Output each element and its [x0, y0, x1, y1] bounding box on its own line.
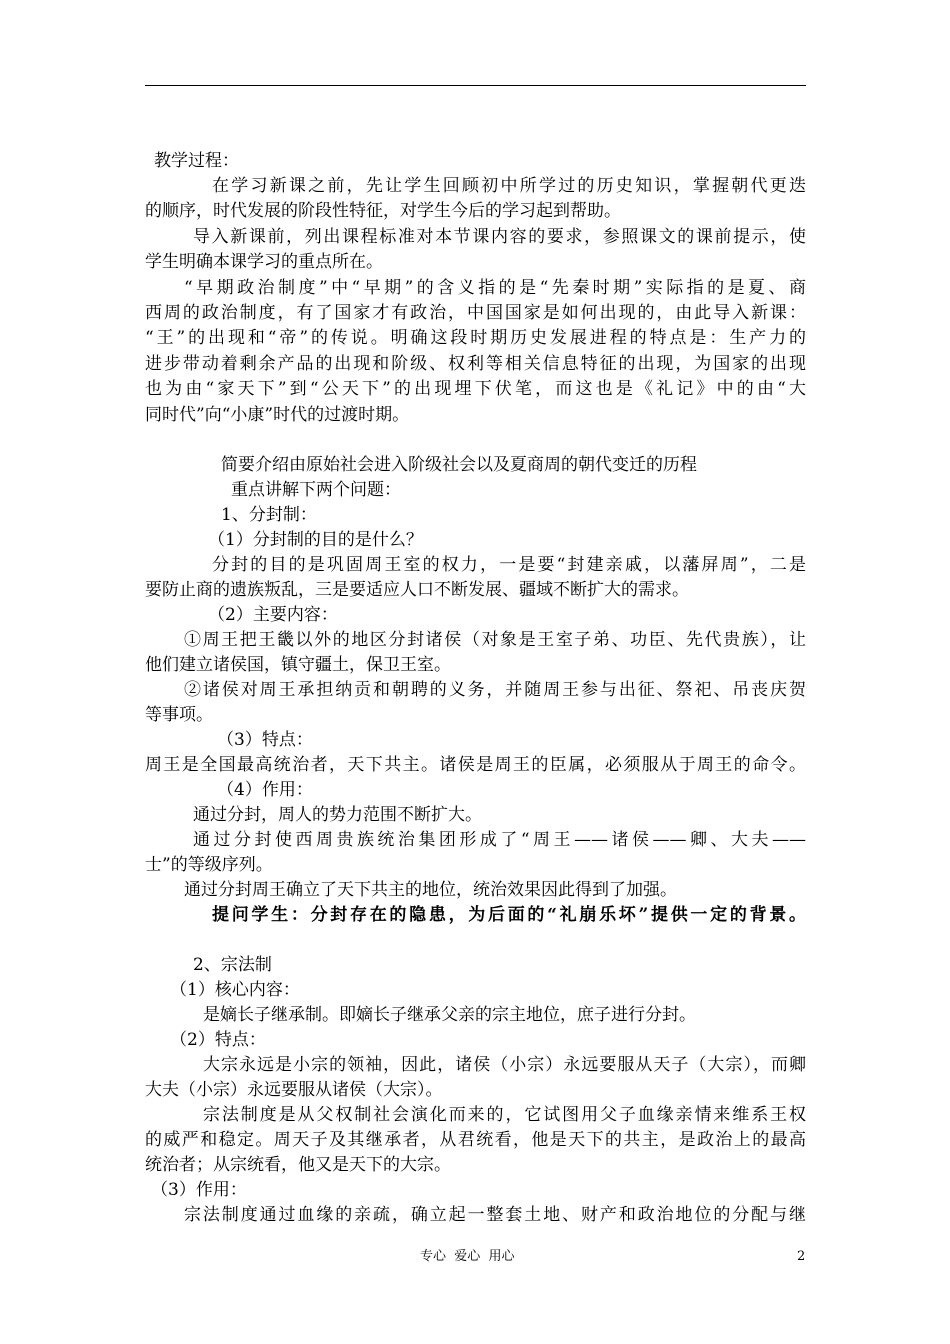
paragraph-line: 等事项。	[145, 705, 213, 725]
paragraph-line: 在学习新课之前，先让学生回顾初中所学过的历史知识，掌握朝代更迭	[212, 176, 806, 196]
paragraph-line: 简要介绍由原始社会进入阶级社会以及夏商周的朝代变迁的历程	[221, 455, 697, 475]
paragraph-line: 的顺序，时代发展的阶段性特征，对学生今后的学习起到帮助。	[145, 201, 621, 221]
section-heading: 教学过程：	[154, 151, 239, 171]
subsection-heading: （4）作用：	[217, 780, 313, 800]
paragraph-line: “王”的出现和“帝”的传说。明确这段时期历史发展进程的特点是：生产力的	[145, 328, 806, 348]
paragraph-line: 重点讲解下两个问题：	[231, 480, 401, 500]
paragraph-line: ②诸侯对周王承担纳贡和朝聘的义务，并随周王参与出征、祭祀、吊丧庆贺	[184, 680, 806, 700]
footer-motto: 专心 爱心 用心	[420, 1249, 515, 1264]
paragraph-line: ①周王把王畿以外的地区分封诸侯（对象是王室子弟、功臣、先代贵族），让	[184, 630, 806, 650]
subsection-heading: （3）作用：	[151, 1180, 247, 1200]
paragraph-line: 进步带动着剩余产品的出现和阶级、权利等相关信息特征的出现，为国家的出现	[145, 354, 806, 374]
paragraph-line: 西周的政治制度，有了国家才有政治，中国国家是如何出现的，由此导入新课：	[145, 303, 806, 323]
subsection-heading: （1）分封制的目的是什么？	[208, 530, 423, 550]
paragraph-line: 宗法制度是从父权制社会演化而来的，它试图用父子血缘亲情来维系王权	[203, 1105, 806, 1125]
subsection-heading: （3）特点：	[217, 730, 313, 750]
paragraph-line: 分封的目的是巩固周王室的权力，一是要“封建亲戚，以藩屏周”，二是	[212, 555, 806, 575]
paragraph-line: 大宗永远是小宗的领袖，因此，诸侯（小宗）永远要服从天子（大宗），而卿	[203, 1055, 806, 1075]
paragraph-line: 周王是全国最高统治者，天下共主。诸侯是周王的臣属，必须服从于周王的命令。	[145, 755, 806, 775]
paragraph-line: 同时代”向“小康”时代的过渡时期。	[145, 405, 410, 425]
paragraph-line: 的威严和稳定。周天子及其继承者，从君统看，他是天下的共主，是政治上的最高	[145, 1130, 806, 1150]
paragraph-line: 导入新课前，列出课程标准对本节课内容的要求，参照课文的课前提示，使	[193, 227, 806, 247]
paragraph-line: 他们建立诸侯国，镇守疆土，保卫王室。	[145, 655, 451, 675]
subsection-heading: （2）主要内容：	[208, 605, 338, 625]
paragraph-line: 大夫（小宗）永远要服从诸侯（大宗）。	[145, 1080, 443, 1100]
paragraph-line: 通过分封使西周贵族统治集团形成了“周王——诸侯——卿、大夫——	[193, 830, 806, 850]
paragraph-line: 士”的等级序列。	[145, 855, 273, 875]
paragraph-line: “早期政治制度”中“早期”的含义指的是“先秦时期”实际指的是夏、商	[184, 278, 806, 298]
section-heading: 2、宗法制	[193, 955, 272, 975]
page-number: 2	[797, 1249, 806, 1264]
paragraph-line: 通过分封周王确立了天下共主的地位，统治效果因此得到了加强。	[184, 880, 677, 900]
paragraph-line: 是嫡长子继承制。即嫡长子继承父亲的宗主地位，庶子进行分封。	[203, 1005, 696, 1025]
paragraph-line: 也为由“家天下”到“公天下”的出现埋下伏笔，而这也是《礼记》中的由“大	[145, 379, 806, 399]
paragraph-line: 通过分封，周人的势力范围不断扩大。	[193, 805, 482, 825]
subsection-heading: （1）核心内容：	[170, 980, 300, 1000]
paragraph-line: 要防止商的遗族叛乱，三是要适应人口不断发展、疆域不断扩大的需求。	[145, 580, 689, 600]
paragraph-line: 学生明确本课学习的重点所在。	[145, 252, 383, 272]
highlighted-question: 提问学生：分封存在的隐患，为后面的“礼崩乐坏”提供一定的背景。	[212, 905, 806, 925]
paragraph-line: 统治者；从宗统看，他又是天下的大宗。	[145, 1155, 451, 1175]
section-heading: 1、分封制：	[221, 505, 317, 525]
paragraph-line: 宗法制度通过血缘的亲疏，确立起一整套土地、财产和政治地位的分配与继	[184, 1205, 806, 1225]
header-rule	[145, 85, 806, 86]
subsection-heading: （2）特点：	[170, 1030, 266, 1050]
